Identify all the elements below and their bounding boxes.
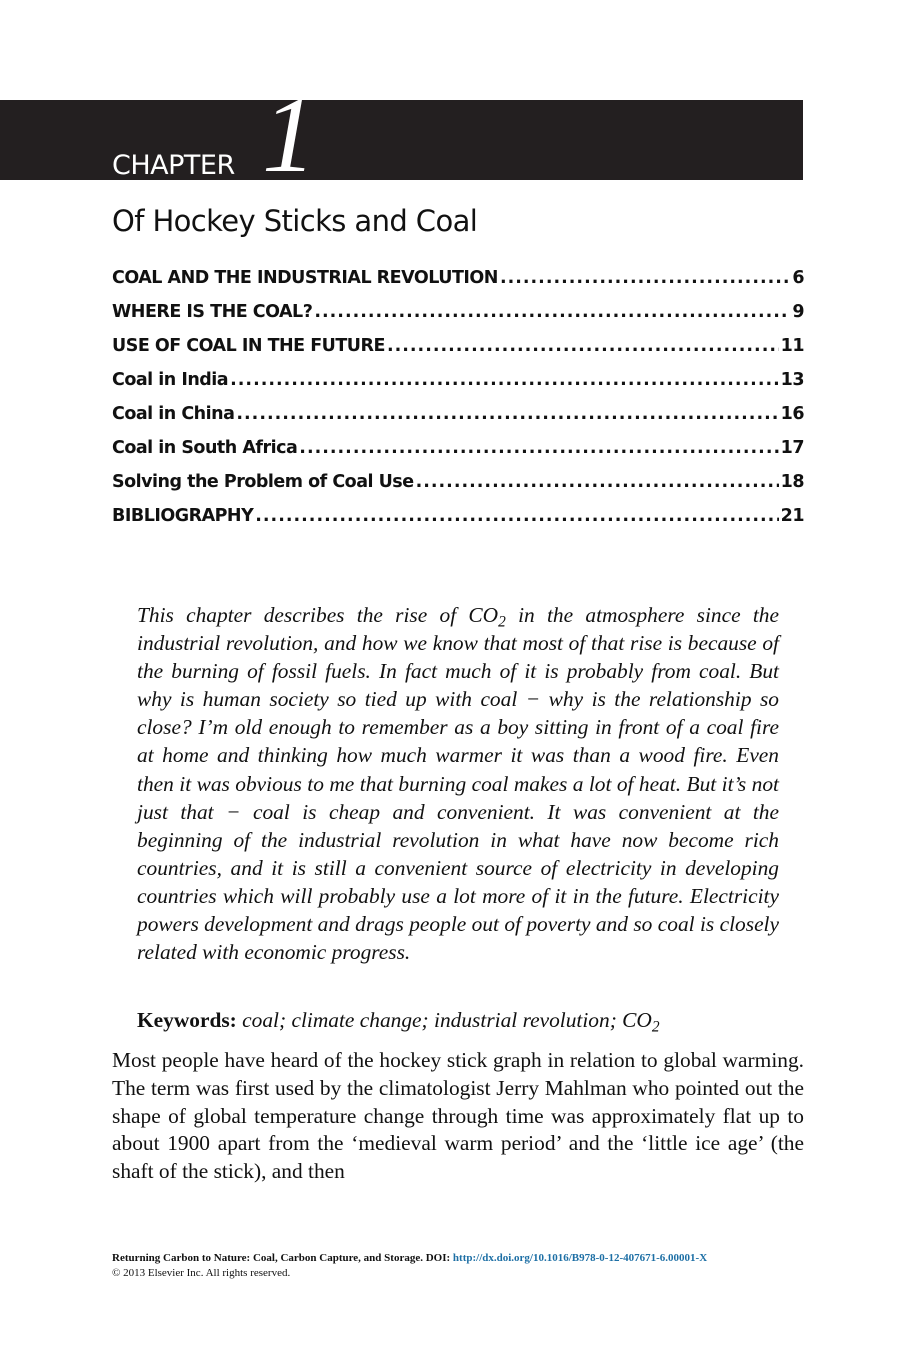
toc-entry-label: Coal in South Africa (112, 438, 298, 458)
keywords-text (242, 1008, 660, 1036)
toc-entry[interactable] (112, 438, 804, 472)
toc-entry-page: 21 (780, 506, 804, 526)
page-footer (112, 1251, 707, 1281)
toc-leader-dots (387, 336, 779, 356)
footer-citation (112, 1251, 707, 1266)
toc-entry[interactable] (112, 302, 804, 336)
keywords-subscript: 2 (651, 1018, 660, 1036)
toc-entry-label: USE OF COAL IN THE FUTURE (112, 336, 385, 356)
toc-leader-dots (299, 438, 778, 458)
toc-leader-dots (416, 472, 779, 492)
toc-entry-label: BIBLIOGRAPHY (112, 506, 254, 526)
toc-entry[interactable] (112, 404, 804, 438)
toc-entry[interactable] (112, 336, 804, 370)
keywords-line (137, 1006, 660, 1034)
toc-entry-page: 13 (780, 370, 804, 390)
footer-copyright: © 2013 Elsevier Inc. All rights reserved. (112, 1267, 291, 1279)
toc-leader-dots (500, 268, 790, 288)
keywords-label: Keywords: (137, 1008, 237, 1032)
toc-entry[interactable] (112, 472, 804, 506)
toc-entry-label: Coal in China (112, 404, 235, 424)
footer-doi-label: DOI: (422, 1252, 453, 1264)
chapter-title: Of Hockey Sticks and Coal (112, 204, 478, 238)
toc-entry-page: 9 (792, 302, 804, 322)
toc-entry-label: Coal in India (112, 370, 229, 390)
abstract-text-rest: in the atmosphere since the industrial revolution, and how we know that most of that rise is because of the burning of fossil fuels. In fact much of it is probably from coal. But why is human society so tied up with coal − why is the relationship so close? I’m old enough to remember as a boy sitting in front of a coal fire at home and thinking how much warmer it was than a wood fire. Even then it was obvious to me that burning coal makes a lot of heat. But it’s not just that − coal is cheap and convenient. It was convenient at the beginning of the industrial revolution in what have now become rich countries, and it is still a convenient source of electricity in developing countries which will probably use a lot more of it in the future. Electricity powers development and drags people out of poverty and so coal is closely related with economic progress. (137, 603, 779, 965)
toc-leader-dots (255, 506, 778, 526)
chapter-abstract (137, 601, 779, 966)
footer-doi-link[interactable]: http://dx.doi.org/10.1016/B978-0-12-407671-6.00001-X (452, 1252, 708, 1264)
toc-entry-page: 17 (780, 438, 804, 458)
footer-book-title: Returning Carbon to Nature: Coal, Carbon Capture, and Storage. (112, 1252, 423, 1264)
toc-entry[interactable] (112, 506, 804, 540)
toc-entry-label: WHERE IS THE COAL? (112, 302, 313, 322)
toc-entry-page: 18 (780, 472, 804, 492)
table-of-contents (112, 268, 804, 540)
abstract-text-start: This chapter describes the rise of CO (137, 603, 499, 627)
co2-subscript: 2 (498, 613, 506, 631)
toc-entry-page: 6 (792, 268, 804, 288)
toc-entry-label: COAL AND THE INDUSTRIAL REVOLUTION (112, 268, 498, 288)
toc-leader-dots (314, 302, 790, 322)
toc-leader-dots (230, 370, 779, 390)
toc-entry-page: 11 (780, 336, 804, 356)
toc-leader-dots (236, 404, 778, 424)
toc-entry-label: Solving the Problem of Coal Use (112, 472, 414, 492)
toc-entry[interactable] (112, 370, 804, 404)
chapter-label: CHAPTER (112, 150, 235, 181)
chapter-number: 1 (262, 76, 316, 195)
keywords-list: coal; climate change; industrial revolution; CO (242, 1008, 652, 1032)
body-paragraph: Most people have heard of the hockey stick graph in relation to global warming. The term was first used by the climatologist Jerry Mahlman who pointed out the shape of global temperature change through time was approximately flat up to about 1900 apart from the ‘medieval warm period’ and the ‘little ice age’ (the shaft of the stick), and then (112, 1048, 804, 1184)
toc-entry-page: 16 (780, 404, 804, 424)
toc-entry[interactable] (112, 268, 804, 302)
